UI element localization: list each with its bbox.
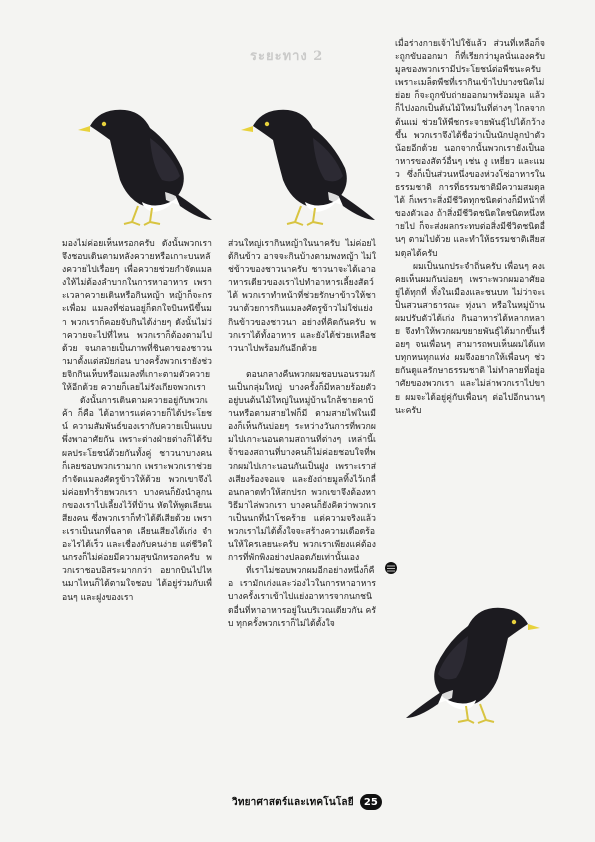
myna-bird-shape bbox=[406, 608, 540, 723]
section-end-bullet-icon bbox=[384, 561, 398, 575]
paragraph: ที่เราไม่ชอบพวกผมอีกอย่างหนึ่งก็คือ เรามักเก่งและว่องไวในการหาอาหาร บางครั้งเราเข้าไปแย่งอาหารจากนกชนิดอื่นที่หาอาหารอยู่ในบริเวณเดียวกัน ครับ ทุกครั้งพวกเราก็ไม่ได้ตั้งใจ bbox=[228, 566, 376, 629]
myna-bird-illustration-2 bbox=[233, 88, 383, 228]
paragraph: มองไม่ค่อยเห็นหรอกครับ ดังนั้นพวกเราจึงชอบเดินตามหลังควายหรือเกาะบนหลังควายไปเรื่อยๆ เพื่อควายช่วยกำจัดแมลงให้ไม่ต้องลำบากในการหาอาหาร เพราะเวลาควายเดินหรือกินหญ้า หญ้าก็จะกระเพื่อม แมลงที่ซ่อนอยู่ก็ตกใจบินหนีขึ้นมา พวกเราก็คอยจับกินได้ง่ายๆ ดังนั้นไม่ว่าควายจะไปที่ไหน พวกเราก็ต้องตามไปด้วย จนกลายเป็นภาพที่ชินตาของชาวนามาตั้งแต่สมัยก่อน บางครั้งพวกเรายังช่วยจิกกินเห็บหรือแมลงที่เกาะตามตัวควายให้อีกด้วย ควายก็เลยไม่รังเกียจพวกเรา bbox=[62, 239, 212, 394]
myna-bird-illustration-3 bbox=[398, 586, 548, 726]
text-column-1 bbox=[62, 238, 212, 605]
page-footer bbox=[232, 793, 382, 811]
paragraph: ตอนกลางคืนพวกผมชอบนอนรวมกันเป็นกลุ่มใหญ่ บางครั้งก็มีหลายร้อยตัว อยู่บนต้นไม้ใหญ่ในหมู่บ้านใกล้ชายคาบ้านหรือตามสายไฟก็มี ตามสายไฟในเมืองก็เห็นกันบ่อยๆ ระหว่างวันการที่พวกผมไปเกาะนอนตามสถานที่ต่างๆ เหล่านี้เจ้าของสถานที่บางคนก็ไม่ค่อยชอบใจที่พวกผมไปเกาะนอนกันเป็นฝูง เพราะเราส่งเสียงร้องจอแจ และยังถ่ายมูลทิ้งไว้เกลื่อนกลาดทำให้สกปรก พวกเขาจึงต้องหาวิธีมาไล่พวกเรา บางคนก็ยังคิดว่าพวกเราเป็นนกที่นำโชคร้าย แต่ความจริงแล้วพวกเราไม่ได้ตั้งใจจะสร้างความเดือดร้อนให้ใครเลยนะครับ พวกเราเพียงแค่ต้องการที่พักพิงอย่างปลอดภัยเท่านั้นเอง bbox=[228, 369, 376, 564]
paragraph: ผมเป็นนกประจำถิ่นครับ เพื่อนๆ คงเคยเห็นผมกันบ่อยๆ เพราะพวกผมอาศัยอยู่ได้ทุกที่ ทั้งในเมืองและชนบท ไม่ว่าจะเป็นสวนสาธารณะ ทุ่งนา หรือในหมู่บ้าน ผมปรับตัวได้เก่ง กินอาหารได้หลากหลาย จึงทำให้พวกผมขยายพันธุ์ได้มากขึ้นเรื่อยๆ จนเพื่อนๆ สามารถพบเห็นผมได้แทบทุกหนทุกแห่ง ผมจึงอยากให้เพื่อนๆ ช่วยกันดูแลรักษาธรรมชาติ ไม่ทำลายที่อยู่อาศัยของพวกเรา และไม่ล่าพวกเราไปขาย ผมจะได้อยู่คู่กับเพื่อนๆ ต่อไปอีกนานๆ นะครับ bbox=[395, 261, 545, 416]
myna-bird-shape bbox=[241, 110, 375, 225]
paragraph: ส่วนใหญ่เรากินหญ้าในนาครับ ไม่ค่อยได้กินข้าว อาจจะกินบ้างตามพงหญ้า ไม่ใช่ข้าวของชาวนาครับ ชาวนาจะได้เอาอาหารเดียวของเราไปทำอาหารเลี้ยงสัตว์ได้ พวกเราทำหน้าที่ช่วยรักษาข้าวให้ชาวนาด้วยการกินแมลงศัตรูข้าวไม่ใช่แย่งกินข้าวของชาวนา อย่างที่คิดกันครับ พวกเราได้ทั้งอาหาร และยังได้ช่วยเหลือชาวนาไปพร้อมกันอีกด้วย bbox=[228, 239, 376, 354]
page-number: 25 bbox=[360, 794, 382, 810]
show-through-heading: ระยะทาง 2 bbox=[250, 49, 324, 63]
magazine-title: วิทยาศาสตร์และเทคโนโลยี bbox=[232, 796, 354, 808]
text-column-2 bbox=[228, 238, 376, 631]
myna-bird-shape bbox=[78, 110, 212, 225]
paragraph: ดังนั้นการเดินตามควายอยู่กับพวกเค้า ก็คือ ได้อาหารแต่ควายก็ได้ประโยชน์ ความสัมพันธ์ของเรากับควายเป็นแบบพึ่งพาอาศัยกัน เพราะต่างฝ่ายต่างก็ได้รับผลประโยชน์ด้วยกันทั้งคู่ ชาวนาบางคนก็เลยชอบพวกเรามาก เพราะพวกเราช่วยกำจัดแมลงศัตรูข้าวให้ด้วย พวกเขาจึงไม่ค่อยทำร้ายพวกเรา บางคนก็ยังนำลูกนกของเราไปเลี้ยงไว้ที่บ้าน หัดให้พูดเลียนเสียงคน ซึ่งพวกเราก็ทำได้ดีเสียด้วย เพราะเราเป็นนกที่ฉลาด เลียนเสียงได้เก่ง จำอะไรได้เร็ว และเชื่องกับคนง่าย แต่ชีวิตในกรงก็ไม่ค่อยมีความสุขนักหรอกครับ พวกเราชอบอิสระมากกว่า อยากบินไปไหนมาไหนก็ได้ตามใจชอบ ได้อยู่ร่วมกับเพื่อนๆ และฝูงของเรา bbox=[62, 396, 212, 603]
myna-bird-illustration-1 bbox=[70, 88, 220, 228]
text-column-3 bbox=[395, 38, 545, 418]
paragraph: เมื่อร่างกายเจ้าไปใช้แล้ว ส่วนที่เหลือก็จะถูกขับออกมา ก็ที่เรียกว่ามูลนั่นเองครับ มูลของพวกเรามีประโยชน์ต่อพืชนะครับ เพราะเมล็ดพืชที่เรากินเข้าไปบางชนิดไม่ย่อย ก็จะถูกขับถ่ายออกมาพร้อมมูล แล้วก็ไปงอกเป็นต้นไม้ใหม่ในที่ต่างๆ ไกลจากต้นแม่ ช่วยให้พืชกระจายพันธุ์ไปได้กว้างขึ้น พวกเราจึงได้ชื่อว่าเป็นนักปลูกป่าตัวน้อยอีกด้วย นอกจากนั้นพวกเรายังเป็นอาหารของสัตว์อื่นๆ เช่น งู เหยี่ยว และแมว ซึ่งก็เป็นส่วนหนึ่งของห่วงโซ่อาหารในธรรมชาติ การที่ธรรมชาติมีความสมดุลได้ ก็เพราะสิ่งมีชีวิตทุกชนิดต่างก็มีหน้าที่ของตัวเอง ถ้าสิ่งมีชีวิตชนิดใดชนิดหนึ่งหายไป ก็จะส่งผลกระทบต่อสิ่งมีชีวิตชนิดอื่นๆ ตามไปด้วย และทำให้ธรรมชาติเสียสมดุลได้ครับ bbox=[395, 39, 545, 259]
